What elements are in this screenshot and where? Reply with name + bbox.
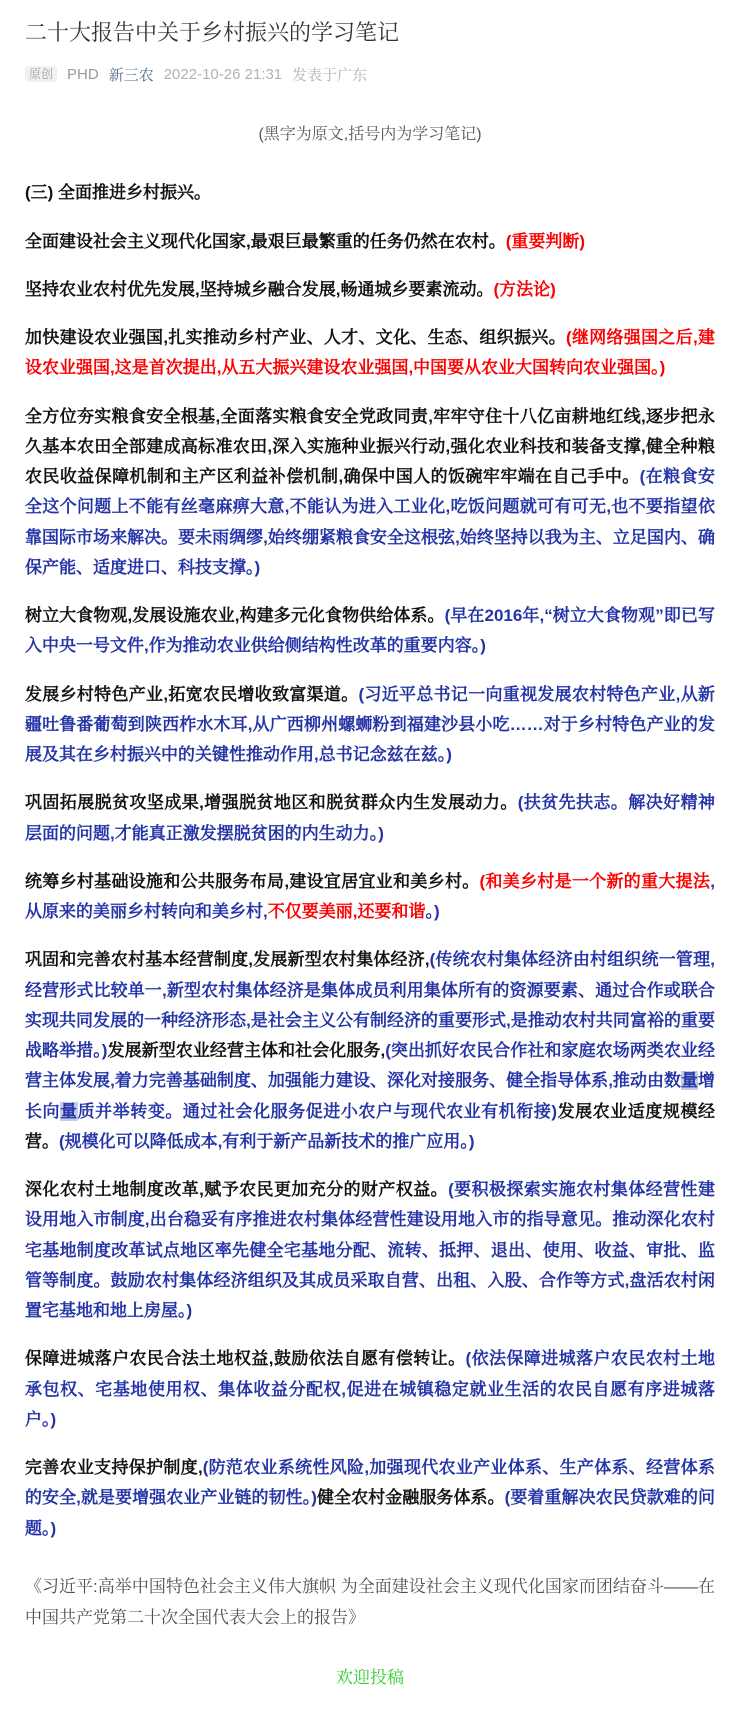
- original-text: 加快建设农业强国,扎实推动乡村产业、人才、文化、生态、组织振兴。: [25, 328, 566, 348]
- original-text: 树立大食物观,发展设施农业,构建多元化食物供给体系。: [25, 606, 445, 626]
- note-red-text: 不仅要美丽,还要和谐: [267, 902, 426, 922]
- note-blue-text: ,从原来的美丽乡村转向和美乡村,: [25, 871, 715, 922]
- original-text: 发展乡村特色产业,拓宽农民增收致富渠道。: [25, 684, 359, 704]
- article-meta: [25, 64, 715, 85]
- note-blue-text: 。): [425, 902, 440, 922]
- note-blue-text: (早在2016年,“树立大食物观”即已写入中央一号文件,作为推动农业供给侧结构性改革的重要内容。): [25, 606, 716, 656]
- article-title: 二十大报告中关于乡村振兴的学习笔记: [25, 20, 400, 45]
- submission-invite-link[interactable]: 欢迎投稿: [336, 1668, 404, 1688]
- publish-location: 发表于广东: [292, 66, 368, 84]
- note-blue-text: (传统农村集体经济由村组织统一管理,经营形式比较单一,新型农村集体经济是集体成员利用集体所有的资源要素、通过合作或联合实现共同发展的一种经济形态,是社会主义公有制经济的重要形式,是推动农村共同富裕的重要战略举措。): [25, 950, 715, 1061]
- note-red-text: (重要判断): [505, 231, 586, 251]
- original-text: 坚持农业农村优先发展,坚持城乡融合发展,畅通城乡要素流动。: [25, 279, 494, 299]
- original-badge: 原创: [25, 66, 57, 82]
- note-blue-text: (扶贫先扶志。解决好精神层面的问题,才能真正激发摆脱贫困的内生动力。): [25, 793, 715, 843]
- author-name: PHD: [67, 65, 99, 83]
- paragraph: [25, 680, 715, 771]
- original-text: 健全农村金融服务体系。: [316, 1488, 505, 1508]
- paragraph: [25, 275, 715, 305]
- original-text: 全方位夯实粮食安全根基,全面落实粮食安全党政同责,牢牢守住十八亿亩耕地红线,逐步把永久基本农田全部建成高标准农田,深入实施种业振兴行动,强化农业科技和装备支撑,健全种粮农民收益保障机制和主产区利益补偿机制,确保中国人的饭碗牢牢端在自己手中。: [25, 406, 715, 487]
- paragraph: [25, 867, 715, 928]
- note-blue-text: (依法保障进城落户农民农村土地承包权、宅基地使用权、集体收益分配权,促进在城镇稳定就业生活的农民自愿有序进城落户。): [25, 1349, 715, 1429]
- note-red-text: (和美乡村是一个新的重大提法: [479, 871, 711, 891]
- original-text: 完善农业支持保护制度,: [25, 1458, 203, 1478]
- note-blue-text: 增长向: [25, 1071, 715, 1121]
- legend-note: (黑字为原文,括号内为学习笔记): [258, 125, 482, 143]
- paragraph: [25, 402, 715, 584]
- original-text: 全面建设社会主义现代化国家,最艰巨最繁重的任务仍然在农村。: [25, 231, 506, 251]
- note-blue-text: (突出抓好农民合作社和家庭农场两类农业经营主体发展,着力完善基础制度、加强能力建设、深化对接服务、健全指导体系,推动由数: [25, 1041, 715, 1091]
- paragraph: [25, 788, 715, 849]
- publish-datetime: 2022-10-26 21:31: [163, 65, 283, 83]
- original-text: 发展农业适度规模经营。: [25, 1101, 715, 1151]
- note-blue-text: 量: [680, 1071, 698, 1091]
- note-blue-text: (在粮食安全这个问题上不能有丝毫麻痹大意,不能认为进入工业化,吃饭问题就可有可无,也不要指望依靠国际市场来解决。要未雨绸缪,始终绷紧粮食安全这根弦,始终坚持以我为主、立足国内、确保产能、适度进口、科技支撑。): [25, 467, 715, 577]
- note-blue-text: (习近平总书记一向重视发展农村特色产业,从新疆吐鲁番葡萄到陕西柞水木耳,从广西柳州螺蛳粉到福建沙县小吃……对于乡村特色产业的发展及其在乡村振兴中的关键性推动作用,总书记念兹在兹。): [25, 684, 715, 765]
- paragraph: [25, 601, 715, 662]
- article-body: [25, 227, 715, 1544]
- note-blue-text: (要积极探索实施农村集体经营性建设用地入市制度,出台稳妥有序推进农村集体经营性建设用地入市的指导意见。推动深化农村宅基地制度改革试点地区率先健全宅基地分配、流转、抵押、退出、使用、收益、审批、监管等制度。鼓励农村集体经济组织及其成员采取自营、出租、入股、合作等方式,盘活农村闲置宅基地和地上房屋。): [25, 1180, 715, 1321]
- original-text: 深化农村土地制度改革,赋予农民更加充分的财产权益。: [25, 1180, 449, 1200]
- note-blue-text: (防范农业系统性风险,加强现代农业产业体系、生产体系、经营体系的安全,就是要增强农业产业链的韧性。): [25, 1458, 715, 1508]
- note-blue-text: 质并举转变。通过社会化服务促进小农户与现代农业有机衔接): [77, 1101, 558, 1121]
- paragraph: [25, 227, 715, 257]
- paragraph: [25, 323, 715, 384]
- account-link[interactable]: 新三农: [108, 66, 154, 84]
- note-blue-text: 量: [60, 1101, 78, 1121]
- paragraph: [25, 945, 715, 1157]
- note-red-text: (继网络强国之后,建设农业强国,这是首次提出,从五大振兴建设农业强国,中国要从农业大国转向农业强国。): [25, 328, 715, 378]
- original-text: 统筹乡村基础设施和公共服务布局,建设宜居宜业和美乡村。: [25, 871, 480, 891]
- original-text: 巩固拓展脱贫攻坚成果,增强脱贫地区和脱贫群众内生发展动力。: [25, 793, 518, 813]
- original-text: 巩固和完善农村基本经营制度,发展新型农村集体经济,: [25, 950, 430, 970]
- paragraph: [25, 1175, 715, 1326]
- original-text: 保障进城落户农民合法土地权益,鼓励依法自愿有偿转让。: [25, 1349, 466, 1369]
- note-red-text: (方法论): [493, 279, 556, 299]
- paragraph: [25, 1453, 715, 1544]
- submission-invite: [25, 1663, 715, 1688]
- note-blue-text: (要着重解决农民贷款难的问题。): [25, 1488, 715, 1538]
- original-text: 发展新型农业经营主体和社会化服务,: [107, 1041, 386, 1061]
- note-blue-text: (规模化可以降低成本,有利于新产品新技术的推广应用。): [59, 1131, 475, 1151]
- section-heading: (三) 全面推进乡村振兴。: [25, 182, 212, 202]
- paragraph: [25, 1344, 715, 1435]
- source-citation: 《习近平:高举中国特色社会主义伟大旗帜 为全面建设社会主义现代化国家而团结奋斗——在中国共产党第二十次全国代表大会上的报告》: [25, 1576, 715, 1627]
